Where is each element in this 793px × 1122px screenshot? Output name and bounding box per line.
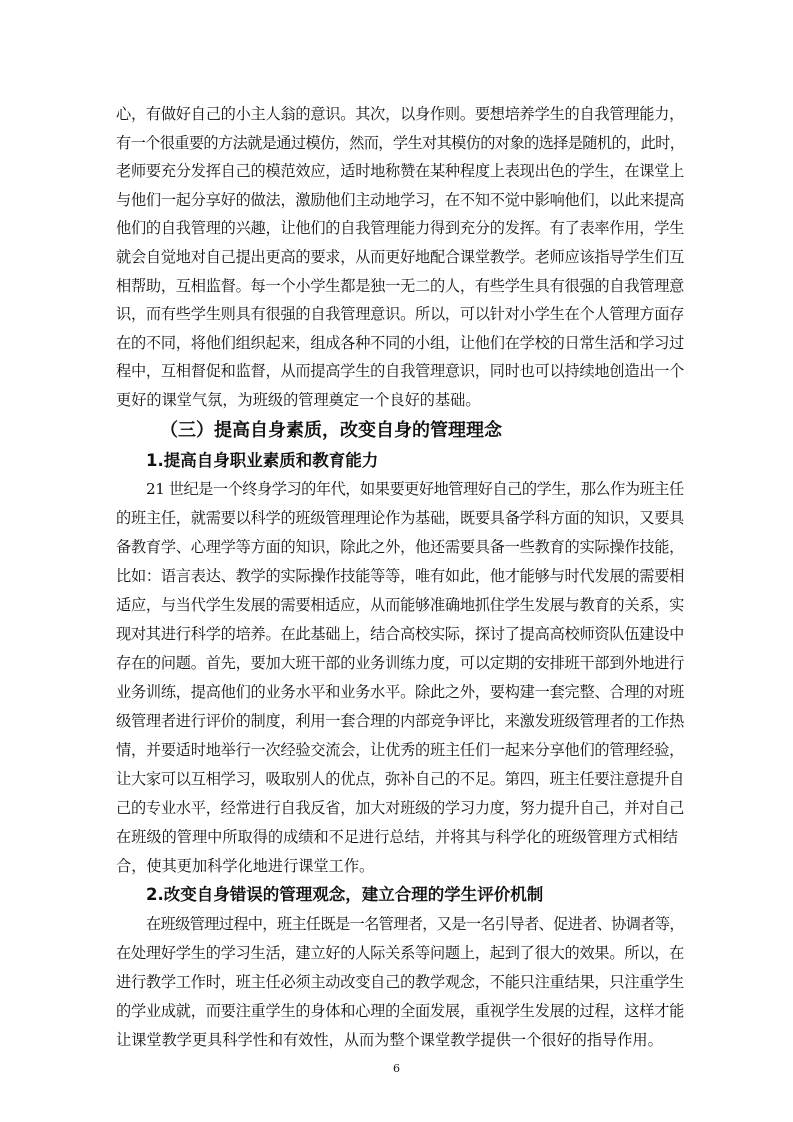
text-line: 级管理者进行评价的制度，利用一套合理的内部竞争评比，来激发班级管理者的工作热 xyxy=(116,712,685,730)
text-line: 相帮助，互相监督。每一个小学生都是独一无二的人，有些学生具有很强的自我管理意 xyxy=(116,277,685,295)
text-line: 备教育学、心理学等方面的知识，除此之外，他还需要具备一些教育的实际操作技能， xyxy=(116,538,685,556)
text-line: 存在的问题。首先，要加大班干部的业务训练力度，可以定期的安排班干部到外地进行 xyxy=(116,654,685,672)
text-line: 他们的自我管理的兴趣，让他们的自我管理能力得到充分的发挥。有了表率作用，学生 xyxy=(116,219,685,237)
text-line: 21 世纪是一个终身学习的年代，如果要更好地管理好自己的学生，那么作为班主任 xyxy=(146,480,684,498)
text-line: 心，有做好自己的小主人翁的意识。其次，以身作则。要想培养学生的自我管理能力， xyxy=(116,105,685,123)
text-line: 在处理好学生的学习生活，建立好的人际关系等问题上，起到了很大的效果。所以，在 xyxy=(116,944,685,962)
text-line: 己的专业水平，经常进行自我反省，加大对班级的学习力度，努力提升自己，并对自己 xyxy=(116,799,685,817)
section-heading: （三）提高自身素质，改变自身的管理理念 xyxy=(160,420,502,441)
text-line: 进行教学工作时，班主任必须主动改变自己的教学观念，不能只注重结果，只注重学生 xyxy=(116,973,685,991)
text-line: 比如：语言表达、教学的实际操作技能等等，唯有如此，他才能够与时代发展的需要相 xyxy=(116,567,685,585)
text-line: 在班级的管理中所取得的成绩和不足进行总结，并将其与科学化的班级管理方式相结 xyxy=(116,828,678,846)
text-line: 现对其进行科学的培养。在此基础上，结合高校实际，探讨了提高高校师资队伍建设中 xyxy=(116,625,685,643)
subheading-2: 2.改变自身错误的管理观念，建立合理的学生评价机制 xyxy=(146,885,544,904)
text-line: 程中，互相督促和监督，从而提高学生的自我管理意识，同时也可以持续地创造出一个 xyxy=(116,362,685,380)
text-line: 让课堂教学更具科学性和有效性，从而为整个课堂教学提供一个很好的指导作用。 xyxy=(116,1031,663,1049)
text-line: 情，并要适时地举行一次经验交流会，让优秀的班主任们一起来分享他们的管理经验， xyxy=(116,741,685,759)
text-line: 适应，与当代学生发展的需要相适应，从而能够准确地抓住学生发展与教育的关系，实 xyxy=(116,596,685,614)
text-line: 合，使其更加科学化地进行课堂工作。 xyxy=(116,857,375,875)
text-line: 识，而有些学生则具有很强的自我管理意识。所以，可以针对小学生在个人管理方面存 xyxy=(116,305,685,323)
text-line: 更好的课堂气氛，为班级的管理奠定一个良好的基础。 xyxy=(116,391,481,409)
page-number: 6 xyxy=(393,1062,400,1075)
text-line: 老师要充分发挥自己的模范效应，适时地称赞在某种程度上表现出色的学生，在课堂上 xyxy=(116,162,685,180)
subheading-1: 1.提高自身职业素质和教育能力 xyxy=(146,451,379,470)
text-line: 业务训练，提高他们的业务水平和业务水平。除此之外，要构建一套完整、合理的对班 xyxy=(116,683,685,701)
text-line: 与他们一起分享好的做法，激励他们主动地学习，在不知不觉中影响他们，以此来提高 xyxy=(116,191,685,209)
text-line: 的学业成就，而要注重学生的身体和心理的全面发展，重视学生发展的过程，这样才能 xyxy=(116,1002,685,1020)
text-line: 就会自觉地对自己提出更高的要求，从而更好地配合课堂教学。老师应该指导学生们互 xyxy=(116,248,685,266)
text-line: 有一个很重要的方法就是通过模仿，然而，学生对其模仿的对象的选择是随机的，此时， xyxy=(116,134,685,152)
text-line: 让大家可以互相学习，吸取别人的优点，弥补自己的不足。第四，班主任要注意提升自 xyxy=(116,770,685,788)
text-line: 在班级管理过程中，班主任既是一名管理者，又是一名引导者、促进者、协调者等， xyxy=(146,915,684,933)
text-line: 在的不同，将他们组织起来，组成各种不同的小组，让他们在学校的日常生活和学习过 xyxy=(116,334,685,352)
text-line: 的班主任，就需要以科学的班级管理理论作为基础，既要具备学科方面的知识，又要具 xyxy=(116,509,685,527)
